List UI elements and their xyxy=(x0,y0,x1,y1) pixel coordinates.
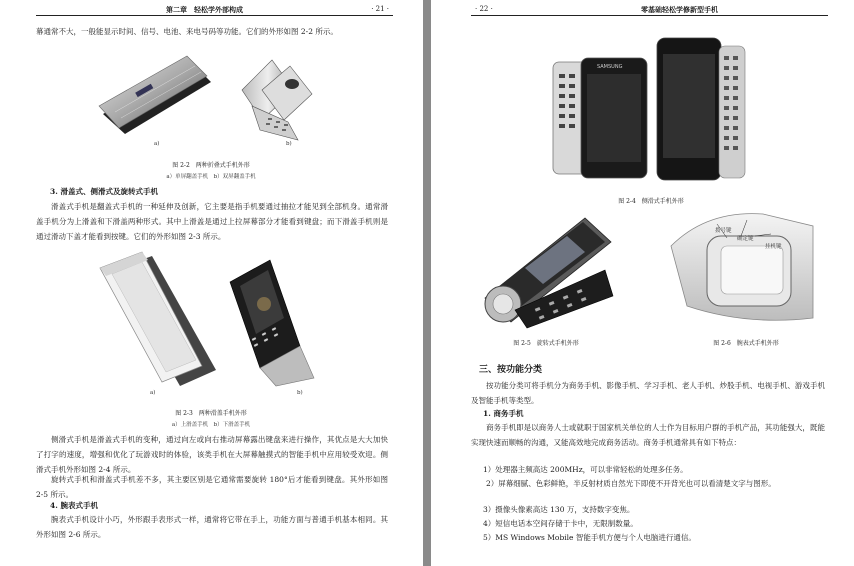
fig23-caption: 图 2-3 两种滑盖手机外形 xyxy=(175,410,247,417)
feature-point-5: 5）MS Windows Mobile 智能手机方便与个人电脑进行通信。 xyxy=(483,533,696,542)
side-slide-paragraph: 侧滑式手机是滑盖式手机的变种，通过向左或向右推动屏幕露出键盘来进行操作，其优点是大大加快了打字的速度，增强和优化了玩游戏时的体验，该类手机在大屏幕触摸式的智能手机中应用较受欢迎。侧滑式手机外形如图 2-4 所示。 xyxy=(36,435,388,474)
feature-point-4: 4）短信电话本空间存储于卡中，无限制数量。 xyxy=(483,519,638,528)
fig22-subcaption: a）单屏翻盖手机 b）双屏翻盖手机 xyxy=(166,174,256,180)
book-gutter xyxy=(423,0,431,566)
intro-text: 幕通常不大，一般能显示时间、信号、电池、来电号码等功能。它们的外形如图 2-2 所示。 xyxy=(36,27,338,36)
rotate-paragraph: 旋转式手机和滑盖式手机差不多，其主要区别是它通常需要旋转 180°后才能看到键盘。其外形如图 2-5 所示。 xyxy=(36,475,388,499)
fig26-caption: 图 2-6 腕表式手机外形 xyxy=(713,340,779,347)
section3-paragraph: 滑盖式手机是翻盖式手机的一种延伸及创新，它主要是指手机要通过抽拉才能见到全部机身。通常滑盖手机分为上滑盖和下滑盖两种形式。其中上滑盖是通过上拉屏幕部分才能看到键盘；而下滑盖手机则是通过滑动下盖才能看到按键。它们的外形如图 2-3 所示。 xyxy=(36,202,388,241)
feature-point-3: 3）摄像头像素高达 130 万，支持数字变焦。 xyxy=(483,505,635,514)
upper-slide-phone-image xyxy=(92,250,222,390)
callout-hangup-key: 挂机键 xyxy=(765,244,782,250)
section3-heading: 3. 滑盖式、侧滑式及旋转式手机 xyxy=(50,187,158,196)
section-heading: 三、按功能分类 xyxy=(479,365,543,375)
fig22-label-a: a) xyxy=(154,141,160,147)
fig22-label-b: b) xyxy=(286,141,292,147)
swivel-phone-image xyxy=(475,210,615,336)
fig23-label-b: b) xyxy=(297,390,303,396)
right-page-header xyxy=(471,4,828,16)
callout-dial-key: 拨号键 xyxy=(715,228,732,234)
fig25-caption: 图 2-5 旋转式手机外形 xyxy=(513,340,579,347)
fig24-caption: 图 2-4 侧滑式手机外形 xyxy=(618,198,684,205)
section4-heading: 4. 腕表式手机 xyxy=(50,501,98,510)
chapter-title: 第二章 轻松学外部构成 xyxy=(166,5,243,14)
fig24-brand-text: SAMSUNG xyxy=(597,64,623,70)
section-paragraph: 按功能分类可将手机分为商务手机、影像手机、学习手机、老人手机、炒股手机、电视手机、游戏手机及智能手机等类型。 xyxy=(471,381,825,405)
feature-point-2: 2）屏幕细腻、色彩鲜艳，半反射材质自然光下即使不开背光也可以看清楚文字与图形。 xyxy=(486,479,776,488)
watch-phone-image xyxy=(667,206,817,330)
left-page-header xyxy=(36,4,393,16)
fig23-subcaption: a）上滑盖手机 b）下滑盖手机 xyxy=(171,422,251,428)
feature-point-1: 1）处理器主频高达 200MHz，可以非常轻松的处理多任务。 xyxy=(483,465,688,474)
business-phone-paragraph: 商务手机即是以商务人士或就职于国家机关单位的人士作为目标用户群的手机产品，其功能强大，既能实现快速而顺畅的沟通，又能高效地完成商务活动。商务手机通常具有如下特点： xyxy=(471,423,825,447)
flip-phone-dual-screen-image xyxy=(232,50,322,142)
fig22-caption: 图 2-2 两种折叠式手机外形 xyxy=(172,162,250,169)
left-page xyxy=(0,0,423,566)
page-number: · 22 · xyxy=(475,5,493,13)
flip-phone-single-screen-image xyxy=(95,52,215,137)
right-page xyxy=(431,0,854,566)
page-number: · 21 · xyxy=(371,5,389,13)
section4-paragraph: 腕表式手机设计小巧，外形跟手表形式一样，通常将它带在手上，功能方面与普通手机基本相同。其外形如图 2-6 所示。 xyxy=(36,515,388,539)
side-slide-phone-image xyxy=(551,34,761,184)
callout-ok-key: 确定键 xyxy=(737,236,754,242)
business-phone-heading: 1. 商务手机 xyxy=(483,409,524,418)
book-title: 零基础轻松学修新型手机 xyxy=(641,5,718,14)
fig23-label-a: a) xyxy=(150,390,156,396)
lower-slide-phone-image xyxy=(228,258,318,386)
